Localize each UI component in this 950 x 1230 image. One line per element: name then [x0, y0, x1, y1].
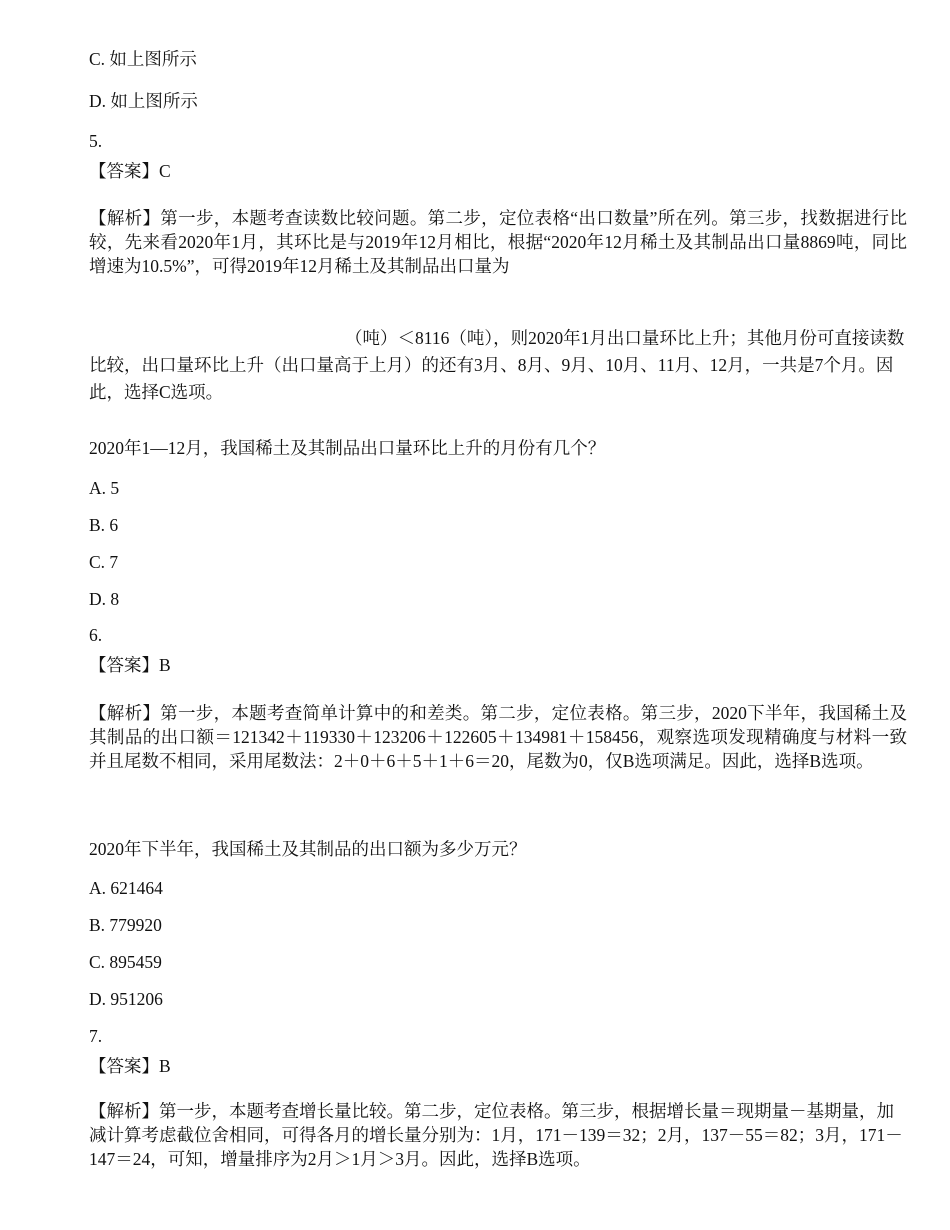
q6-number: 6. [89, 625, 103, 645]
q5-number: 5. [89, 131, 103, 151]
q6-option-d: D. 951206 [89, 989, 163, 1009]
q4-option-d: D. 如上图所示 [89, 91, 198, 111]
q5-answer: 【答案】C [89, 161, 171, 181]
q5-option-c: C. 7 [89, 552, 119, 572]
q4-option-c: C. 如上图所示 [89, 49, 197, 69]
q6-option-b: B. 779920 [89, 915, 162, 935]
q6-answer: 【答案】B [89, 655, 171, 675]
q6-question: 2020年下半年，我国稀土及其制品的出口额为多少万元？ [89, 839, 527, 859]
q5-option-d: D. 8 [89, 589, 120, 609]
q5-question: 2020年1—12月，我国稀土及其制品出口量环比上升的月份有几个？ [89, 438, 606, 458]
q5-option-b: B. 6 [89, 515, 119, 535]
q7-answer: 【答案】B [89, 1056, 171, 1076]
q7-number: 7. [89, 1026, 103, 1046]
q5-option-a: A. 5 [89, 478, 120, 498]
q6-option-a: A. 621464 [89, 878, 163, 898]
q7-analysis: 【解析】第一步，本题考查增长量比较。第二步，定位表格。第三步，根据增长量＝现期量－基期量，加减计算考虑截位舍相同，可得各月的增长量分别为：1月，171－139＝32；2月，137－55＝82；3月，171－147＝24，可知，增量排序为2月＞1月＞3月。因此，选择B选项。 [89, 1101, 903, 1169]
q6-option-c: C. 895459 [89, 952, 162, 972]
q6-analysis: 【解析】第一步，本题考查简单计算中的和差类。第二步，定位表格。第三步，2020下半年，我国稀土及其制品的出口额＝121342＋119330＋123206＋122605＋134981＋158456，观察选项发现精确度与材料一致并且尾数不相同，采用尾数法：2＋0＋6＋5＋1＋6＝20，尾数为0，仅B选项满足。因此，选择B选项。 [89, 703, 907, 771]
q5-analysis-cont: （吨）＜8116（吨），则2020年1月出口量环比上升；其他月份可直接读数比较，出口量环比上升（出口量高于上月）的还有3月、8月、9月、10月、11月、12月，一共是7个月。因此，选择C选项。 [89, 328, 905, 402]
q5-analysis-intro: 【解析】第一步，本题考查读数比较问题。第二步，定位表格“出口数量”所在列。第三步，找数据进行比较，先来看2020年1月，其环比是与2019年12月相比，根据“2020年12月稀土及其制品出口量8869吨，同比增速为10.5%”，可得2019年12月稀土及其制品出口量为 [89, 208, 907, 276]
